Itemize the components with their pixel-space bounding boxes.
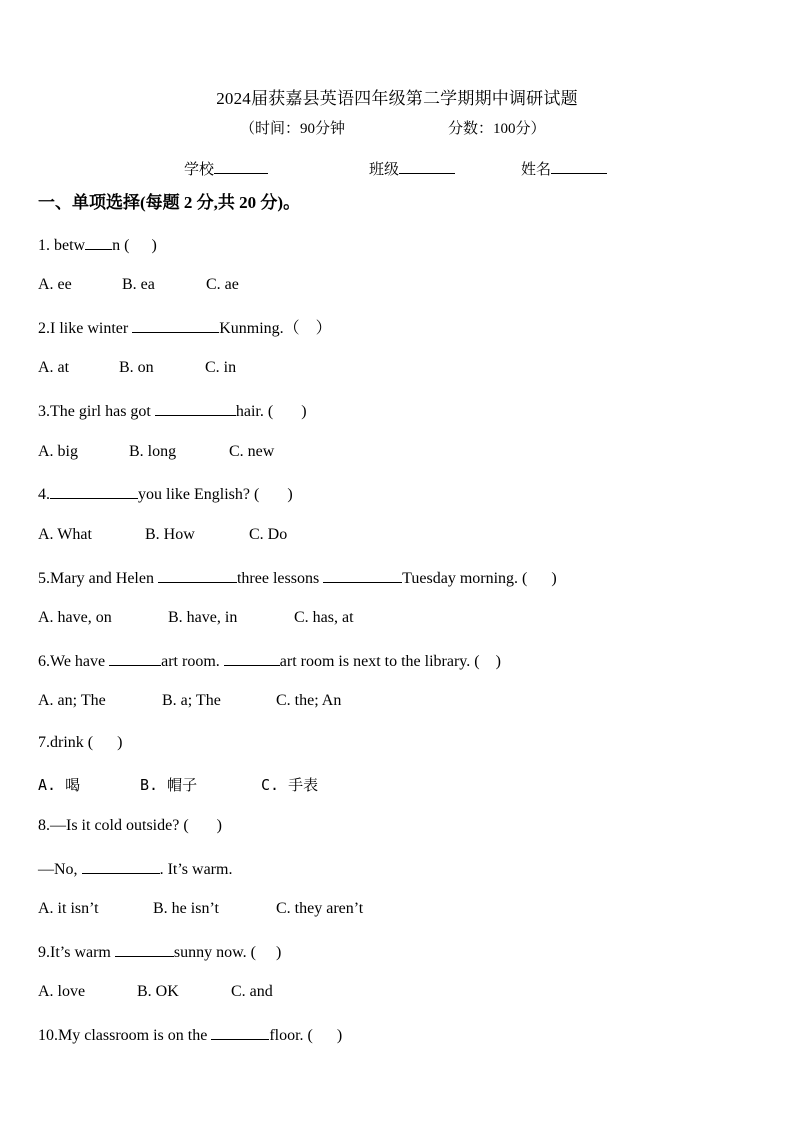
options-8 xyxy=(38,899,363,919)
options-3 xyxy=(38,442,274,462)
answer-blank[interactable] xyxy=(224,650,280,666)
answer-blank[interactable] xyxy=(109,650,161,666)
question-text: sunny now. ( xyxy=(173,944,256,961)
exam-time: （时间：90分钟 xyxy=(240,121,346,137)
question-9 xyxy=(38,941,281,963)
option-b[interactable]: B. 帽子 xyxy=(140,776,198,794)
option-c[interactable]: C. ae xyxy=(206,276,239,293)
answer-blank[interactable] xyxy=(85,234,112,250)
question-7 xyxy=(38,733,122,753)
question-text: art room is next to the library. ( xyxy=(279,653,480,670)
exam-score: 分数：100分） xyxy=(448,121,546,137)
option-c[interactable]: C. 手表 xyxy=(261,776,319,794)
options-1 xyxy=(38,275,239,295)
option-a[interactable]: A. big xyxy=(38,443,78,460)
question-text: ) xyxy=(287,486,293,503)
answer-blank[interactable] xyxy=(211,1024,269,1040)
section-title: 一、单项选择(每题 2 分,共 20 分)。 xyxy=(38,193,301,212)
question-text: ) xyxy=(216,817,222,834)
options-6 xyxy=(38,691,341,711)
question-text: ) xyxy=(117,734,123,751)
option-b[interactable]: B. have, in xyxy=(168,609,238,626)
option-c[interactable]: C. Do xyxy=(249,526,288,543)
question-text: ) xyxy=(151,237,157,254)
question-6 xyxy=(38,650,501,672)
page-title: 2024届获嘉县英语四年级第二学期期中调研试题 xyxy=(216,89,578,108)
question-text: n ( xyxy=(112,237,130,254)
option-b[interactable]: B. a; The xyxy=(162,692,221,709)
class-field xyxy=(369,158,455,179)
question-text: three lessons xyxy=(236,570,324,587)
answer-blank[interactable] xyxy=(115,941,174,957)
question-10 xyxy=(38,1024,342,1046)
option-a[interactable]: A. ee xyxy=(38,276,72,293)
options-5 xyxy=(38,608,354,628)
option-c[interactable]: C. the; An xyxy=(276,692,342,709)
question-text: ) xyxy=(275,944,282,961)
option-c[interactable]: C. and xyxy=(231,983,273,1000)
options-4 xyxy=(38,525,287,545)
option-c[interactable]: C. has, at xyxy=(294,609,354,626)
question-text: ) xyxy=(301,403,307,420)
options-9 xyxy=(38,982,273,1002)
question-text: hair. ( xyxy=(235,403,274,420)
option-a[interactable]: A. 喝 xyxy=(38,776,81,794)
question-text: 9.It’s warm xyxy=(38,944,115,961)
option-a[interactable]: A. have, on xyxy=(38,609,112,626)
school-blank[interactable] xyxy=(214,159,268,174)
answer-blank[interactable] xyxy=(82,858,160,874)
question-text: 10.My classroom is on the xyxy=(38,1027,212,1044)
option-a[interactable]: A. love xyxy=(38,983,86,1000)
name-blank[interactable] xyxy=(551,159,607,174)
answer-blank[interactable] xyxy=(50,483,138,499)
answer-blank[interactable] xyxy=(132,317,219,333)
question-text: 8.—Is it cold outside? ( xyxy=(38,817,189,834)
question-3 xyxy=(38,400,307,422)
name-label: 姓名 xyxy=(521,162,552,178)
question-text: 6.We have xyxy=(38,653,110,670)
option-c[interactable]: C. in xyxy=(205,359,237,376)
school-label: 学校 xyxy=(184,162,215,178)
option-b[interactable]: B. ea xyxy=(122,276,155,293)
option-b[interactable]: B. OK xyxy=(137,983,179,1000)
question-text: ) xyxy=(551,570,557,587)
question-text: art room. xyxy=(161,653,224,670)
option-b[interactable]: B. on xyxy=(119,359,154,376)
options-7 xyxy=(38,775,318,795)
question-8 xyxy=(38,816,222,836)
question-text: you like English? ( xyxy=(138,486,260,503)
question-text: Kunming.（ xyxy=(219,320,300,337)
question-text: 3.The girl has got xyxy=(38,403,155,420)
question-text: . It’s warm. xyxy=(159,861,233,878)
class-label: 班级 xyxy=(369,162,400,178)
question-text: ) xyxy=(495,653,501,670)
option-c[interactable]: C. new xyxy=(229,443,275,460)
option-c[interactable]: C. they aren’t xyxy=(276,900,364,917)
options-2 xyxy=(38,358,236,378)
option-b[interactable]: B. he isn’t xyxy=(153,900,219,917)
answer-blank[interactable] xyxy=(155,400,236,416)
question-2 xyxy=(38,317,332,339)
question-text: ) xyxy=(336,1027,343,1044)
question-text: 5.Mary and Helen xyxy=(38,570,158,587)
question-5 xyxy=(38,567,557,589)
option-a[interactable]: A. at xyxy=(38,359,70,376)
question-text: 4. xyxy=(38,486,50,503)
name-field xyxy=(521,158,607,179)
question-text: floor. ( xyxy=(269,1027,313,1044)
school-field xyxy=(184,158,268,179)
class-blank[interactable] xyxy=(399,159,455,174)
question-text: 7.drink ( xyxy=(38,734,94,751)
answer-blank[interactable] xyxy=(323,567,402,583)
question-8-reply xyxy=(38,858,232,880)
option-a[interactable]: A. What xyxy=(38,526,92,543)
option-b[interactable]: B. long xyxy=(129,443,177,460)
option-a[interactable]: A. an; The xyxy=(38,692,106,709)
question-text: 2.I like winter xyxy=(38,320,133,337)
question-text: Tuesday morning. ( xyxy=(402,570,528,587)
answer-blank[interactable] xyxy=(158,567,237,583)
option-b[interactable]: B. How xyxy=(145,526,195,543)
question-text: 1. betw xyxy=(38,237,86,254)
question-text: —No, xyxy=(38,861,82,878)
question-text: ） xyxy=(315,320,332,337)
question-4 xyxy=(38,483,293,505)
option-a[interactable]: A. it isn’t xyxy=(38,900,99,917)
question-1 xyxy=(38,234,157,256)
